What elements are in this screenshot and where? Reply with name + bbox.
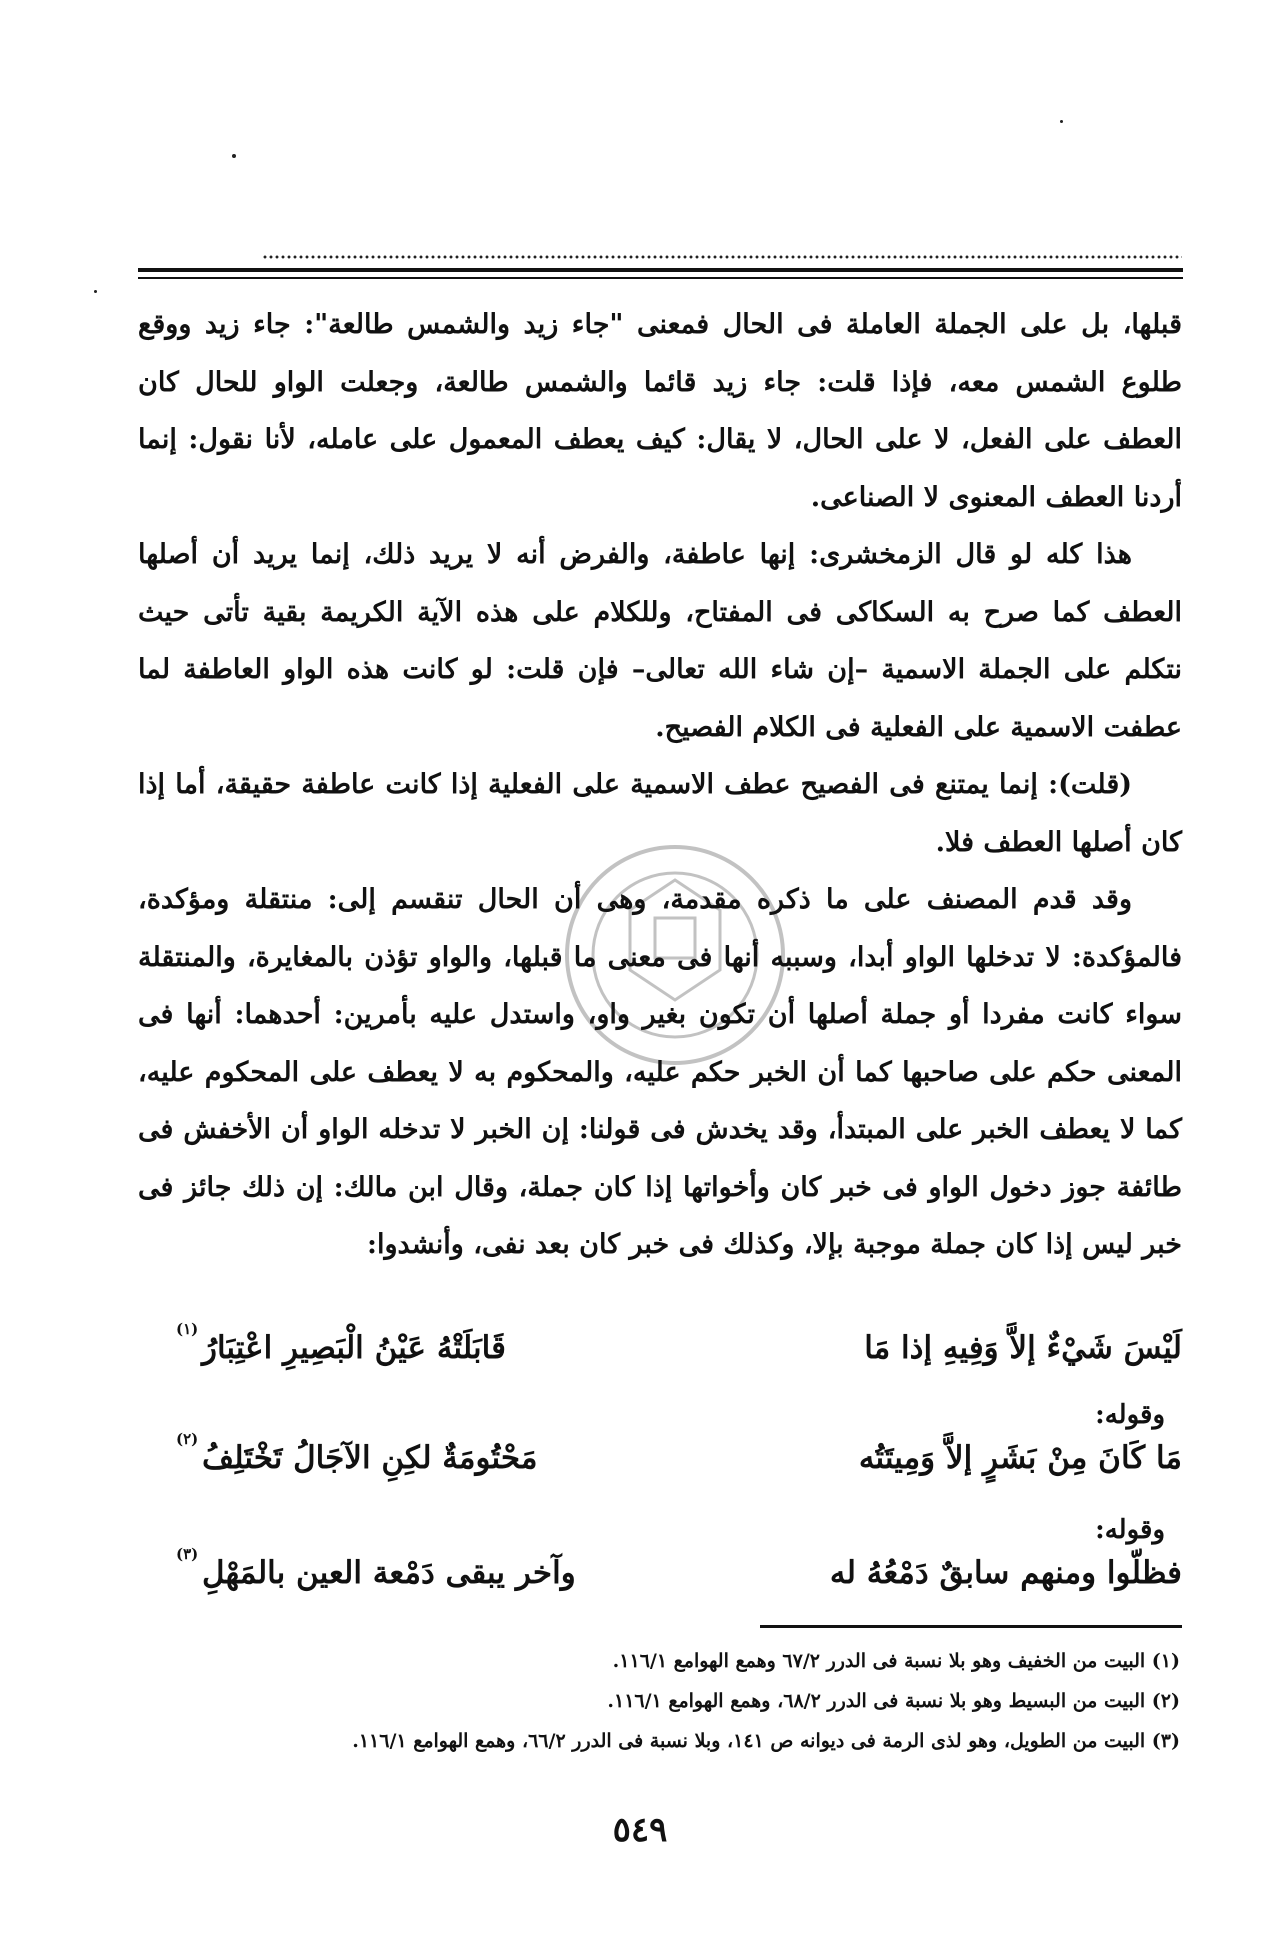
verse-first-hemistich: لَيْسَ شَيْءٌ إلاَّ وَفِيهِ إذا مَا: [864, 1330, 1182, 1366]
page-number: ٥٤٩: [612, 1810, 668, 1850]
verse-second-hemistich: مَحْتُومَةٌ لكِنِ الآجَالُ تَخْتَلِفُ: [202, 1440, 538, 1476]
verse-intro: وقوله:: [1095, 1515, 1165, 1545]
paragraph: (قلت): إنما يمتنع فى الفصيح عطف الاسمية على الفعلية إذا كانت عاطفة حقيقة، أما إذا كان أصلها العطف فلا.: [138, 769, 1182, 858]
scan-speck: [94, 290, 97, 293]
verse: [150, 1430, 1190, 1500]
scan-speck: [232, 154, 236, 158]
header-dotted-rule: [262, 254, 1182, 262]
footnote-marker: (٣): [176, 1545, 199, 1563]
footnote: (١) البيت من الخفيف وهو بلا نسبة فى الدرر ٦٧/٢ وهمع الهوامع ١١٦/١.: [612, 1650, 1180, 1672]
footnote-separator: [760, 1625, 1182, 1628]
footnote: (٣) البيت من الطويل، وهو لذى الرمة فى ديوانه ص ١٤١، وبلا نسبة فى الدرر ٦٦/٢، وهمع الهوامع ١١٦/١.: [352, 1730, 1180, 1752]
verse: [150, 1545, 1190, 1615]
paragraph: وقد قدم المصنف على ما ذكره مقدمة، وهى أن الحال تنقسم إلى: منتقلة ومؤكدة، فالمؤكدة: لا تدخلها الواو أبدا، وسببه أنها فى معنى ما قبلها، والواو تؤذن بالمغايرة، والمنتقلة سواء كانت مفردا أو جملة أصلها أن تكون بغير واو، واستدل عليه بأمرين: أحدهما: أنها فى المعنى حكم على صاحبها كما أن الخبر حكم عليه، والمحكوم به لا يعطف على المحكوم عليه، كما لا يعطف الخبر على المبتدأ، وقد يخدش فى قولنا: إن الخبر لا تدخله الواو أن الأخفش فى طائفة جوز دخول الواو فى خبر كان وأخواتها إذا كان جملة، وقال ابن مالك: إن ذلك جائز فى خبر ليس إذا كان جملة موجبة بإلا، وكذلك فى خبر كان بعد نفى، وأنشدوا:: [138, 884, 1182, 1260]
footnote-marker: (٢): [176, 1430, 199, 1448]
main-text: [138, 296, 1182, 1274]
verse-intro: وقوله:: [1095, 1400, 1165, 1430]
header-rule-thick: [138, 268, 1183, 272]
verse-first-hemistich: مَا كَانَ مِنْ بَشَرٍ إلاَّ وَمِيتَتُه: [858, 1440, 1182, 1476]
header-rule-thin: [138, 277, 1183, 279]
scan-speck: [1060, 120, 1063, 123]
verse-first-hemistich: فظلّوا ومنهم سابقٌ دَمْعُهُ له: [829, 1555, 1182, 1591]
paragraph: قبلها، بل على الجملة العاملة فى الحال فمعنى "جاء زيد والشمس طالعة": جاء زيد ووقع طلوع الشمس معه، فإذا قلت: جاء زيد قائما والشمس طالعة، وجعلت الواو للحال كان العطف على الفعل، لا على الحال، لا يقال: كيف يعطف المعمول على عامله، لأنا نقول: إنما أردنا العطف المعنوى لا الصناعى.: [138, 309, 1182, 513]
verse-second-hemistich: قَابَلَتْهُ عَيْنُ الْبَصِيرِ اعْتِبَارُ: [202, 1330, 506, 1366]
verse: [150, 1320, 1190, 1390]
footnote: (٢) البيت من البسيط وهو بلا نسبة فى الدرر ٦٨/٢، وهمع الهوامع ١١٦/١.: [607, 1690, 1180, 1712]
paragraph: هذا كله لو قال الزمخشرى: إنها عاطفة، والفرض أنه لا يريد ذلك، إنما يريد أن أصلها العطف كما صرح به السكاكى فى المفتاح، وللكلام على هذه الآية الكريمة بقية تأتى حيث نتكلم على الجملة الاسمية –إن شاء الله تعالى– فإن قلت: لو كانت هذه الواو العاطفة لما عطفت الاسمية على الفعلية فى الكلام الفصيح.: [138, 539, 1182, 743]
verse-second-hemistich: وآخر يبقى دَمْعة العين بالمَهْلِ: [202, 1555, 576, 1591]
footnote-marker: (١): [176, 1320, 199, 1338]
